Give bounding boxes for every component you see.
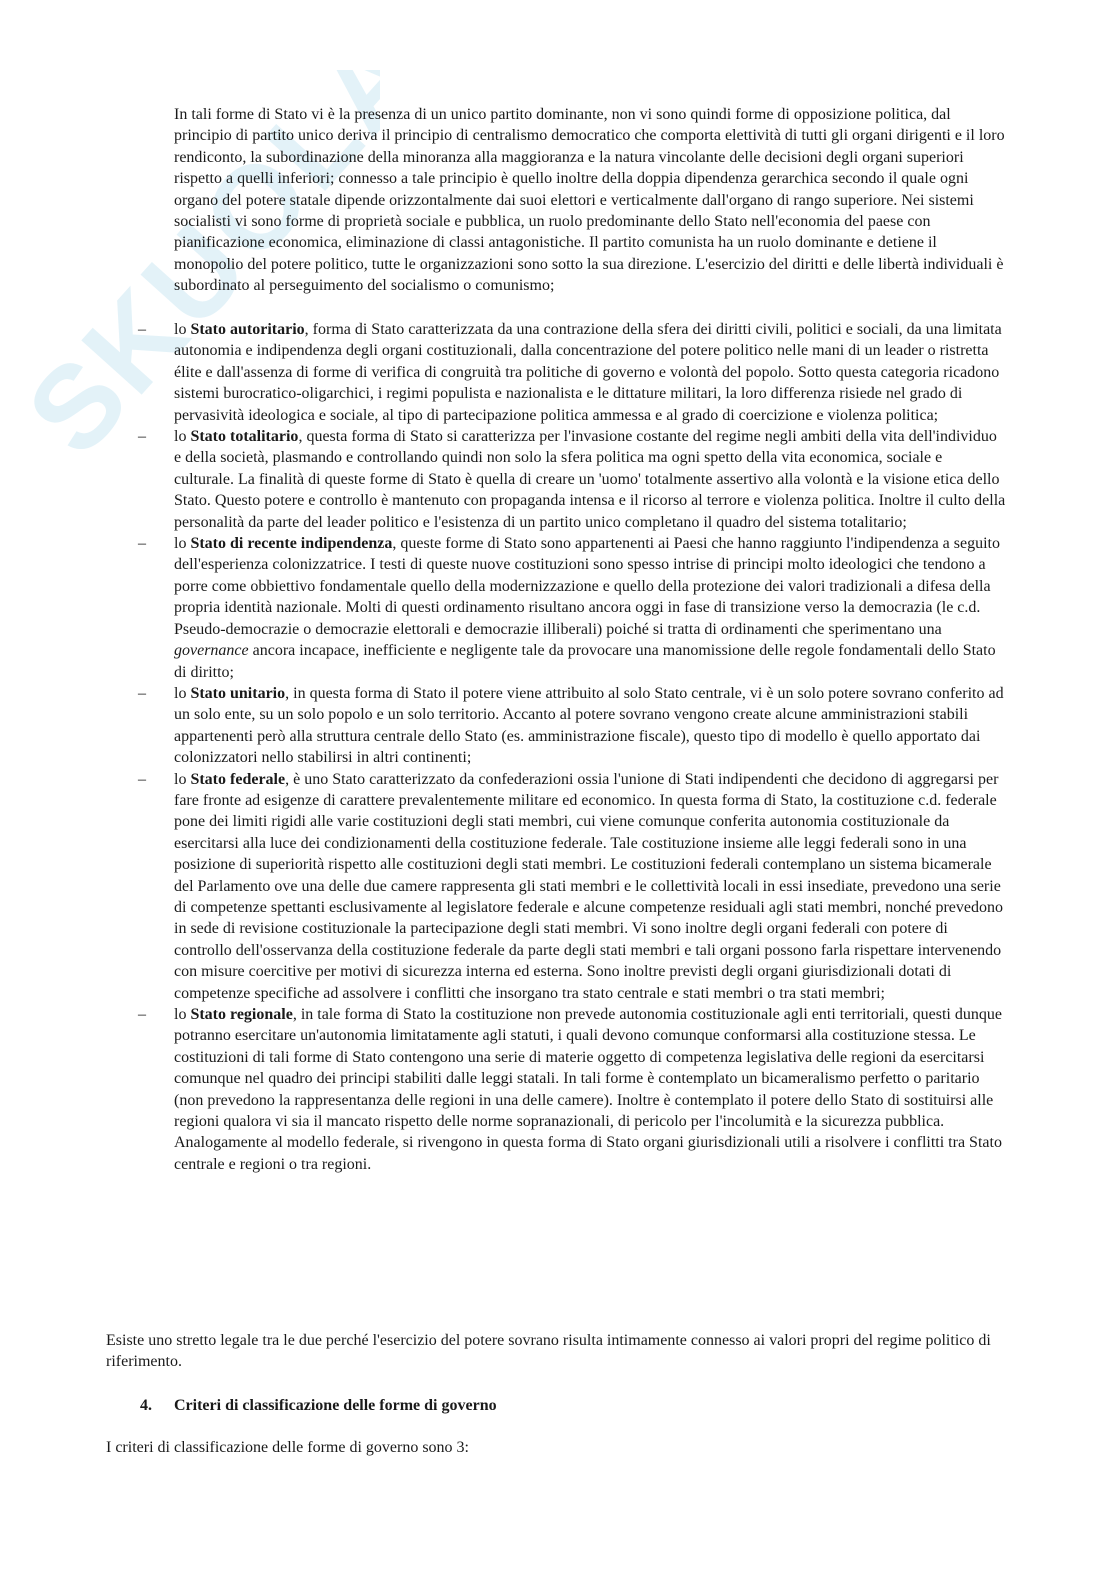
- list-item-text: lo Stato di recente indipendenza, queste forme di Stato sono appartenenti ai Paesi che hanno raggiunto l'indipendenza a seguito dell'esperienza colonizzatrice. I testi di queste nuove costituzioni sono spesso intrise di principi molto ideologici che tendono a porre come obbiettivo fondamentale quello della modernizzazione e quello della protezione dei valori tradizionali a difesa della propria identità nazionale. Molti di questi ordinamento risultano ancora oggi in fase di transizione verso la democrazia (le c.d. Pseudo-democrazie o democrazie elettorali e democrazie illiberali) poiché si tratta di ordinamenti che sperimentano una governance ancora incapace, inefficiente e negligente tale da provocare una manomissione delle regole fondamentali dello Stato di diritto;: [174, 535, 1000, 681]
- list-item-stato-autoritario: [0, 319, 1116, 426]
- term-stato-federale: Stato federale: [190, 770, 286, 788]
- italic-governance: governance: [174, 642, 249, 660]
- list-item-text: lo Stato unitario, in questa forma di Stato il potere viene attribuito al solo Stato centrale, vi è un solo potere sovrano conferito ad un solo ente, su un solo popolo e un solo territorio. Accanto al potere sovrano vengono create alcune amministrazioni stabili appartenenti però alla struttura centrale dello Stato (es. amministrazione fiscale), questo tipo di modello è quello apportato dai colonizzatori nello stabilirsi in altri continenti;: [174, 684, 1004, 767]
- list-dash: –: [138, 1006, 146, 1023]
- list-dash: –: [138, 770, 146, 788]
- list-item-text: lo Stato totalitario, questa forma di Stato si caratterizza per l'invasione costante del regime negli ambiti della vita dell'individuo e della società, plasmando e controllando quindi non solo la sfera politica ma ogni spetto della vita economica, sociale e culturale. La finalità di queste forme di Stato è quella di creare un 'uomo' totalmente assertivo alla volontà e la visione etica dello Stato. Questo potere e controllo è mantenuto con propaganda intensa e il ricorso al terrore e violenza politica. Inoltre il culto della personalità da parte del leader politico e l'esistenza di un partito unico completano il quadro del sistema totalitario;: [174, 428, 1006, 531]
- svg-text:SKUOLA: SKUOLA: [20, 70, 380, 480]
- term-stato-unitario: Stato unitario: [190, 684, 286, 702]
- list-item-stato-federale: [0, 769, 1116, 1004]
- list-item-stato-totalitario: [0, 426, 1116, 533]
- section-heading: [140, 1395, 1000, 1416]
- section-title: Criteri di classificazione delle forme di governo: [174, 1397, 497, 1414]
- list-item-text: lo Stato federale, è uno Stato caratterizzato da confederazioni ossia l'unione di Stati indipendenti che decidono di aggregarsi per fare fronte ad esigenze di carattere prevalentemente militare ed economico. In questa forma di Stato, la costituzione c.d. federale pone dei limiti rigidi alle varie costituzioni degli stati membri, cui viene comunque conferita autonomia costituzionale da esercitarsi alla luce dei condizionamenti della costituzione federale. Tale costituzione insieme alle leggi federali sono in una posizione di superiorità rispetto alle costituzioni degli stati membri. Le costituzioni federali contemplano un sistema bicamerale del Parlamento ove una delle due camere rappresenta gli stati membri e le collettività locali in essi insediate, prevedono una serie di competenze spettanti esclusivamente al legislatore federale e alcune competenze residuali agli stati membri, nonché prevedono in sede di revisione costituzionale la partecipazione degli stati membri. Vi sono inoltre degli organi federali con potere di controllo dell'osservanza della costituzione federale da parte degli stati membri e tali organi possono farla rispettare intervenendo con misure coercitive per motivi di sicurezza interna ed esterna. Sono inoltre previsti degli organi giurisdizionali dotati di competenze specifiche ad assolvere i conflitti che insorgano tra stato centrale e stati membri o tra stati membri;: [174, 770, 1003, 1002]
- closing-paragraph: Esiste uno stretto legale tra le due perché l'esercizio del potere sovrano risulta intimamente connesso ai valori propri del regime politico di riferimento.: [106, 1332, 991, 1371]
- term-stato-totalitario: Stato totalitario: [190, 428, 299, 446]
- term-stato-regionale: Stato regionale: [190, 1006, 293, 1023]
- list-item-text: lo Stato regionale, in tale forma di Stato la costituzione non prevede autonomia costituzionale agli enti territoriali, questi dunque potranno esercitare un'autonomia limitatamente agli statuti, i quali devono comunque conformarsi alla costituzione stessa. Le costituzioni di tali forme di Stato contengono una serie di materie oggetto di competenza legislativa delle regioni da esercitarsi comunque nel quadro dei principi stabiliti dalle leggi statali. In tali forme è contemplato un bicameralismo perfetto o paritario (non prevedono la rappresentanza delle regioni in una delle camere). Inoltre è contemplato il potere dello Stato di sostituirsi alle regioni qualora vi sia il mancato rispetto delle norme sopranazionali, di pericolo per l'incolumità e la sicurezza pubblica. Analogamente al modello federale, si rivengono in questa forma di Stato organi giurisdizionali utili a risolvere i conflitti tra Stato centrale e regioni o tra regioni.: [174, 1006, 1002, 1173]
- list-item-stato-unitario: [0, 683, 1116, 769]
- section-number: 4.: [140, 1397, 152, 1414]
- list-dash: –: [138, 428, 146, 446]
- list-item-text: lo Stato autoritario, forma di Stato caratterizzata da una contrazione della sfera dei diritti civili, politici e sociali, da una limitata autonomia e indipendenza degli organi costituzionali, dalla concentrazione del potere politico nelle mani di un leader o ristretta élite e dall'assenza di forme di verifica di congruità tra politiche di governo e volontà del popolo. Sotto questa categoria ricadono sistemi burocratico-oligarchici, i regimi populista e nazionalista e le dittature militari, la loro differenza risiede nel grado di pervasività ideologica e sociale, al tipo di partecipazione politica ammessa e al grado di coercizione e violenza politica;: [174, 321, 1002, 424]
- list-dash: –: [138, 684, 146, 702]
- intro-paragraph: In tali forme di Stato vi è la presenza di un unico partito dominante, non vi sono quindi forme di opposizione politica, dal principio di partito unico deriva il principio di centralismo democratico che comporta elettività di tutti gli organi dirigenti e il loro rendiconto, la subordinazione della minoranza alla maggioranza e la natura vincolante delle decisioni degli organi superiori rispetto a quelli inferiori; connesso a tale principio è quello inoltre della doppia dipendenza gerarchica secondo il quale ogni organo del potere statale dipende orizzontalmente dai suoi elettori e verticalmente dall'organo di rango superiore. Nei sistemi socialisti vi sono forme di proprietà sociale e pubblica, un ruolo predominante dello Stato nell'economia del paese con pianificazione economica, eliminazione di classi antagonistiche. Il partito comunista ha un ruolo dominante e detiene il monopolio del potere politico, tutte le organizzazioni sono sotto la sua direzione. L'esercizio del diritti e delle libertà individuali è subordinato al perseguimento del socialismo o comunismo;: [174, 106, 1005, 295]
- term-stato-recente-indipendenza: Stato di recente indipendenza: [190, 535, 393, 553]
- list-item-stato-recente-indipendenza: [0, 533, 1116, 683]
- state-forms-list: [0, 319, 1116, 1175]
- list-dash: –: [138, 535, 146, 553]
- list-item-stato-regionale: [0, 1004, 1116, 1175]
- list-dash: –: [138, 321, 146, 338]
- criteria-intro: I criteri di classificazione delle forme di governo sono 3:: [106, 1439, 469, 1456]
- term-stato-autoritario: Stato autoritario: [190, 321, 305, 338]
